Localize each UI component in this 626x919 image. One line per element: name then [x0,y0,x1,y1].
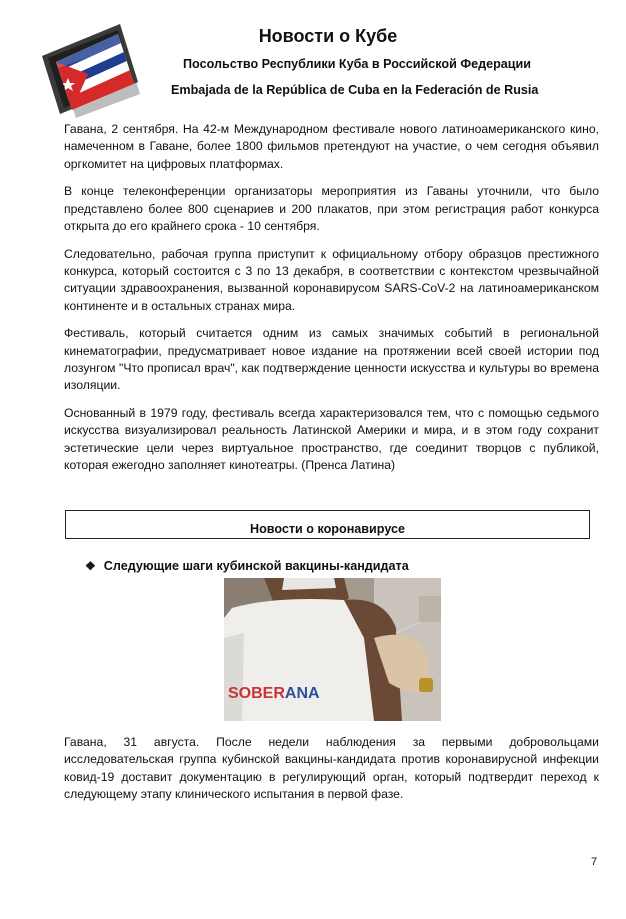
vaccine-photo [224,578,441,721]
page-title: Новости о Кубе [258,26,398,46]
diamond-bullet-icon: ❖ [85,559,96,573]
soberana-label: SOBERANA [228,685,320,702]
paragraph: В конце телеконференции организаторы мероприятия из Гаваны уточнили, что было представлено более 800 сценариев и 200 плакатов, при этом регистрация работ конкурса открыта до его крайнего срока - 10 сентября. [64,184,599,233]
paragraph: Гавана, 31 августа. После недели наблюдения за первыми добровольцами исследовательская группа кубинской вакцины-кандидата против коронавирусной инфекции ковид-19 доставит документацию в регулирующий орган, который подтвердит переход к следующему этапу клинического испытания в первой фазе. [64,735,599,801]
paragraph: Гавана, 2 сентября. На 42-м Международном фестивале нового латиноамериканского кино, намеченном в Гаване, более 1800 фильмов претендуют на участие, о чем сегодня объявил оргкомитет на цифровых платформах. [64,122,599,171]
paragraph: Следовательно, рабочая группа приступит к официальному отбору образцов престижного конкурса, который состоится с 3 по 13 декабря, в соответствии с контекстом чрезвычайной ситуации здравоохранения, вызванной коронавирусом SARS-CoV-2 на латиноамериканском континенте и в остальных странах мира. [64,246,599,313]
article-film-festival [64,121,599,485]
section-heading-box [65,510,590,539]
vaccination-illustration [224,578,441,721]
news-headline-row [85,559,409,573]
paragraph: Фестиваль, который считается одним из самых значимых событий в региональной кинематографии, предусматривает новое издание на протяжении всей своей истории под лозунгом "Что прописал врач", как подтверждение ценности искусства и культуры во времена изоляции. [64,326,599,393]
paragraph: Основанный в 1979 году, фестиваль всегда характеризовался тем, что с помощью седьмого искусства визуализировал реальность Латинской Америки и мира, и в этом году сохранит эстетические цели через виртуальное пространство, где соединит творцов с публикой, которая ежегодно заполняет кинотеатры. (Пренса Латина) [64,406,599,473]
news-headline: Следующие шаги кубинской вакцины-кандидата [103,559,409,573]
section-heading: Новости о коронавирусе [249,522,406,536]
article-vaccine [64,734,599,803]
page-number: 7 [591,856,598,868]
embassy-name-ru: Посольство Республики Куба в Российской Федерации [183,57,531,71]
embassy-name-es: Embajada de la República de Cuba en la Federación de Rusia [171,83,539,97]
